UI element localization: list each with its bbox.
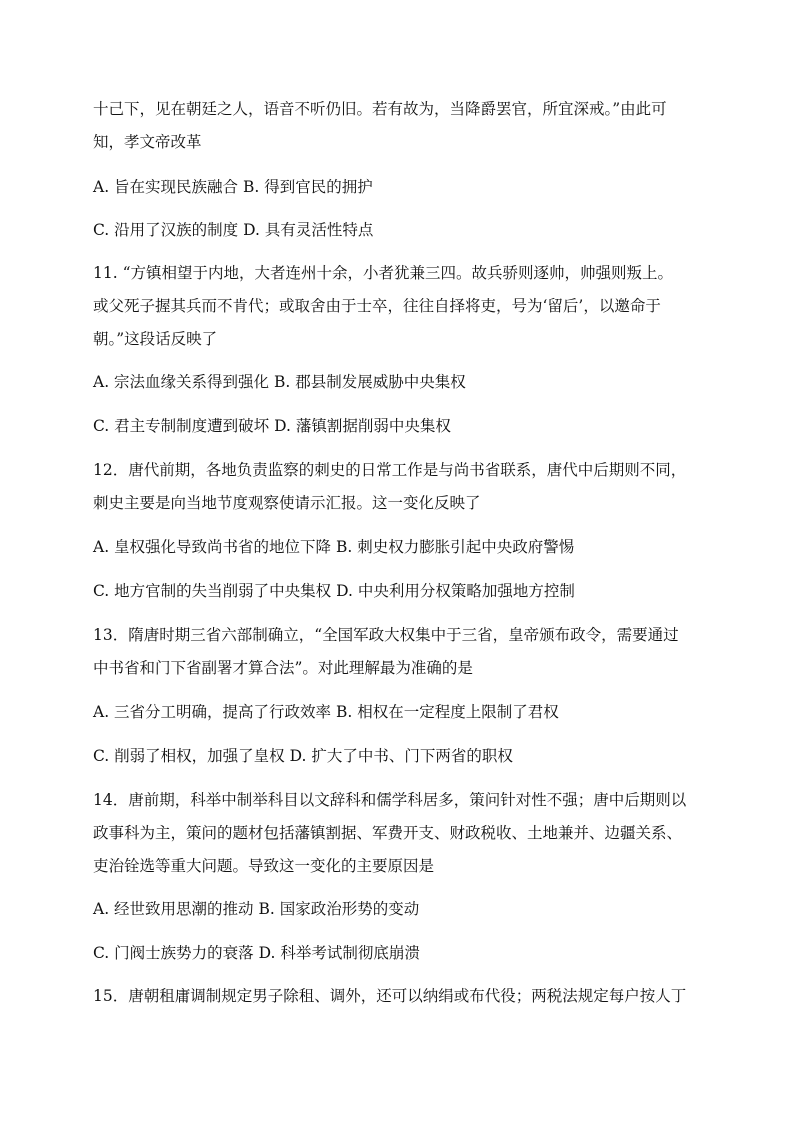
option-line-q10-ab — [93, 177, 373, 198]
option-line-q14-cd — [93, 943, 420, 964]
question-11-line-1: 11. “方镇相望于内地，大者连州十余，小者犹兼三四。故兵骄则逐帅，帅强则叛上。 — [93, 264, 674, 282]
option-text: A. 皇权强化导致尚书省的地位下降 B. 刺史权力膨胀引起中央政府警惕 — [93, 538, 575, 556]
option-text: C. 地方官制的失当削弱了中央集权 D. 中央利用分权策略加强地方控制 — [93, 582, 575, 600]
question-15-line-1: 15．唐朝租庸调制规定男子除租、调外，还可以纳绢或布代役；两税法规定每户按人丁 — [93, 987, 687, 1005]
question-14-line-1: 14．唐前期，科举中制举科目以文辞科和儒学科居多，策问针对性不强；唐中后期则以 — [93, 791, 687, 809]
question-13-line-1: 13．隋唐时期三省六部制确立，“全国军政大权集中于三省，皇帝颁布政令，需要通过 — [93, 626, 679, 644]
option-line-q12-cd — [93, 581, 575, 602]
option-text: C. 君主专制制度遭到破坏 D. 藩镇割据削弱中央集权 — [93, 417, 451, 435]
option-text: C. 削弱了相权，加强了皇权 D. 扩大了中书、门下两省的职权 — [93, 747, 513, 765]
option-text: C. 门阀士族势力的衰落 D. 科举考试制彻底崩溃 — [93, 944, 420, 962]
text-line-2: 知，孝文帝改革 — [93, 133, 202, 151]
option-text: A. 宗法血缘关系得到强化 B. 郡县制发展威胁中央集权 — [93, 373, 466, 391]
option-line-q10-cd — [93, 220, 373, 241]
text-line-1: 十己下，见在朝廷之人，语音不听仍旧。若有故为，当降爵罢官，所宜深戒。”由此可 — [93, 100, 667, 118]
option-line-q11-cd — [93, 416, 451, 437]
question-12-line-2: 刺史主要是向当地节度观察使请示汇报。这一变化反映了 — [93, 494, 481, 512]
question-13-line-2: 中书省和门下省副署才算合法”。对此理解最为准确的是 — [93, 659, 473, 677]
option-line-q13-ab — [93, 702, 559, 723]
question-11-line-3: 朝。”这段话反映了 — [93, 330, 218, 348]
option-text: C. 沿用了汉族的制度 D. 具有灵活性特点 — [93, 221, 374, 239]
question-14-line-2: 政事科为主，策问的题材包括藩镇割据、军费开支、财政税收、土地兼并、边疆关系、 — [93, 824, 683, 842]
option-text: A. 经世致用思潮的推动 B. 国家政治形势的变动 — [93, 900, 420, 918]
option-line-q13-cd — [93, 746, 513, 767]
question-12-line-1: 12．唐代前期，各地负责监察的刺史的日常工作是与尚书省联系，唐代中后期则不同， — [93, 461, 687, 479]
question-11-line-2: 或父死子握其兵而不肯代；或取舍由于士卒，往往自择将吏，号为‘留后’，以邀命于 — [93, 297, 661, 315]
option-line-q11-ab — [93, 372, 466, 393]
option-text: A. 三省分工明确，提高了行政效率 B. 相权在一定程度上限制了君权 — [93, 703, 559, 721]
option-text: A. 旨在实现民族融合 B. 得到官民的拥护 — [93, 178, 373, 196]
option-line-q14-ab — [93, 899, 419, 920]
option-line-q12-ab — [93, 537, 574, 558]
question-14-line-3: 吏治铨选等重大问题。导致这一变化的主要原因是 — [93, 857, 435, 875]
